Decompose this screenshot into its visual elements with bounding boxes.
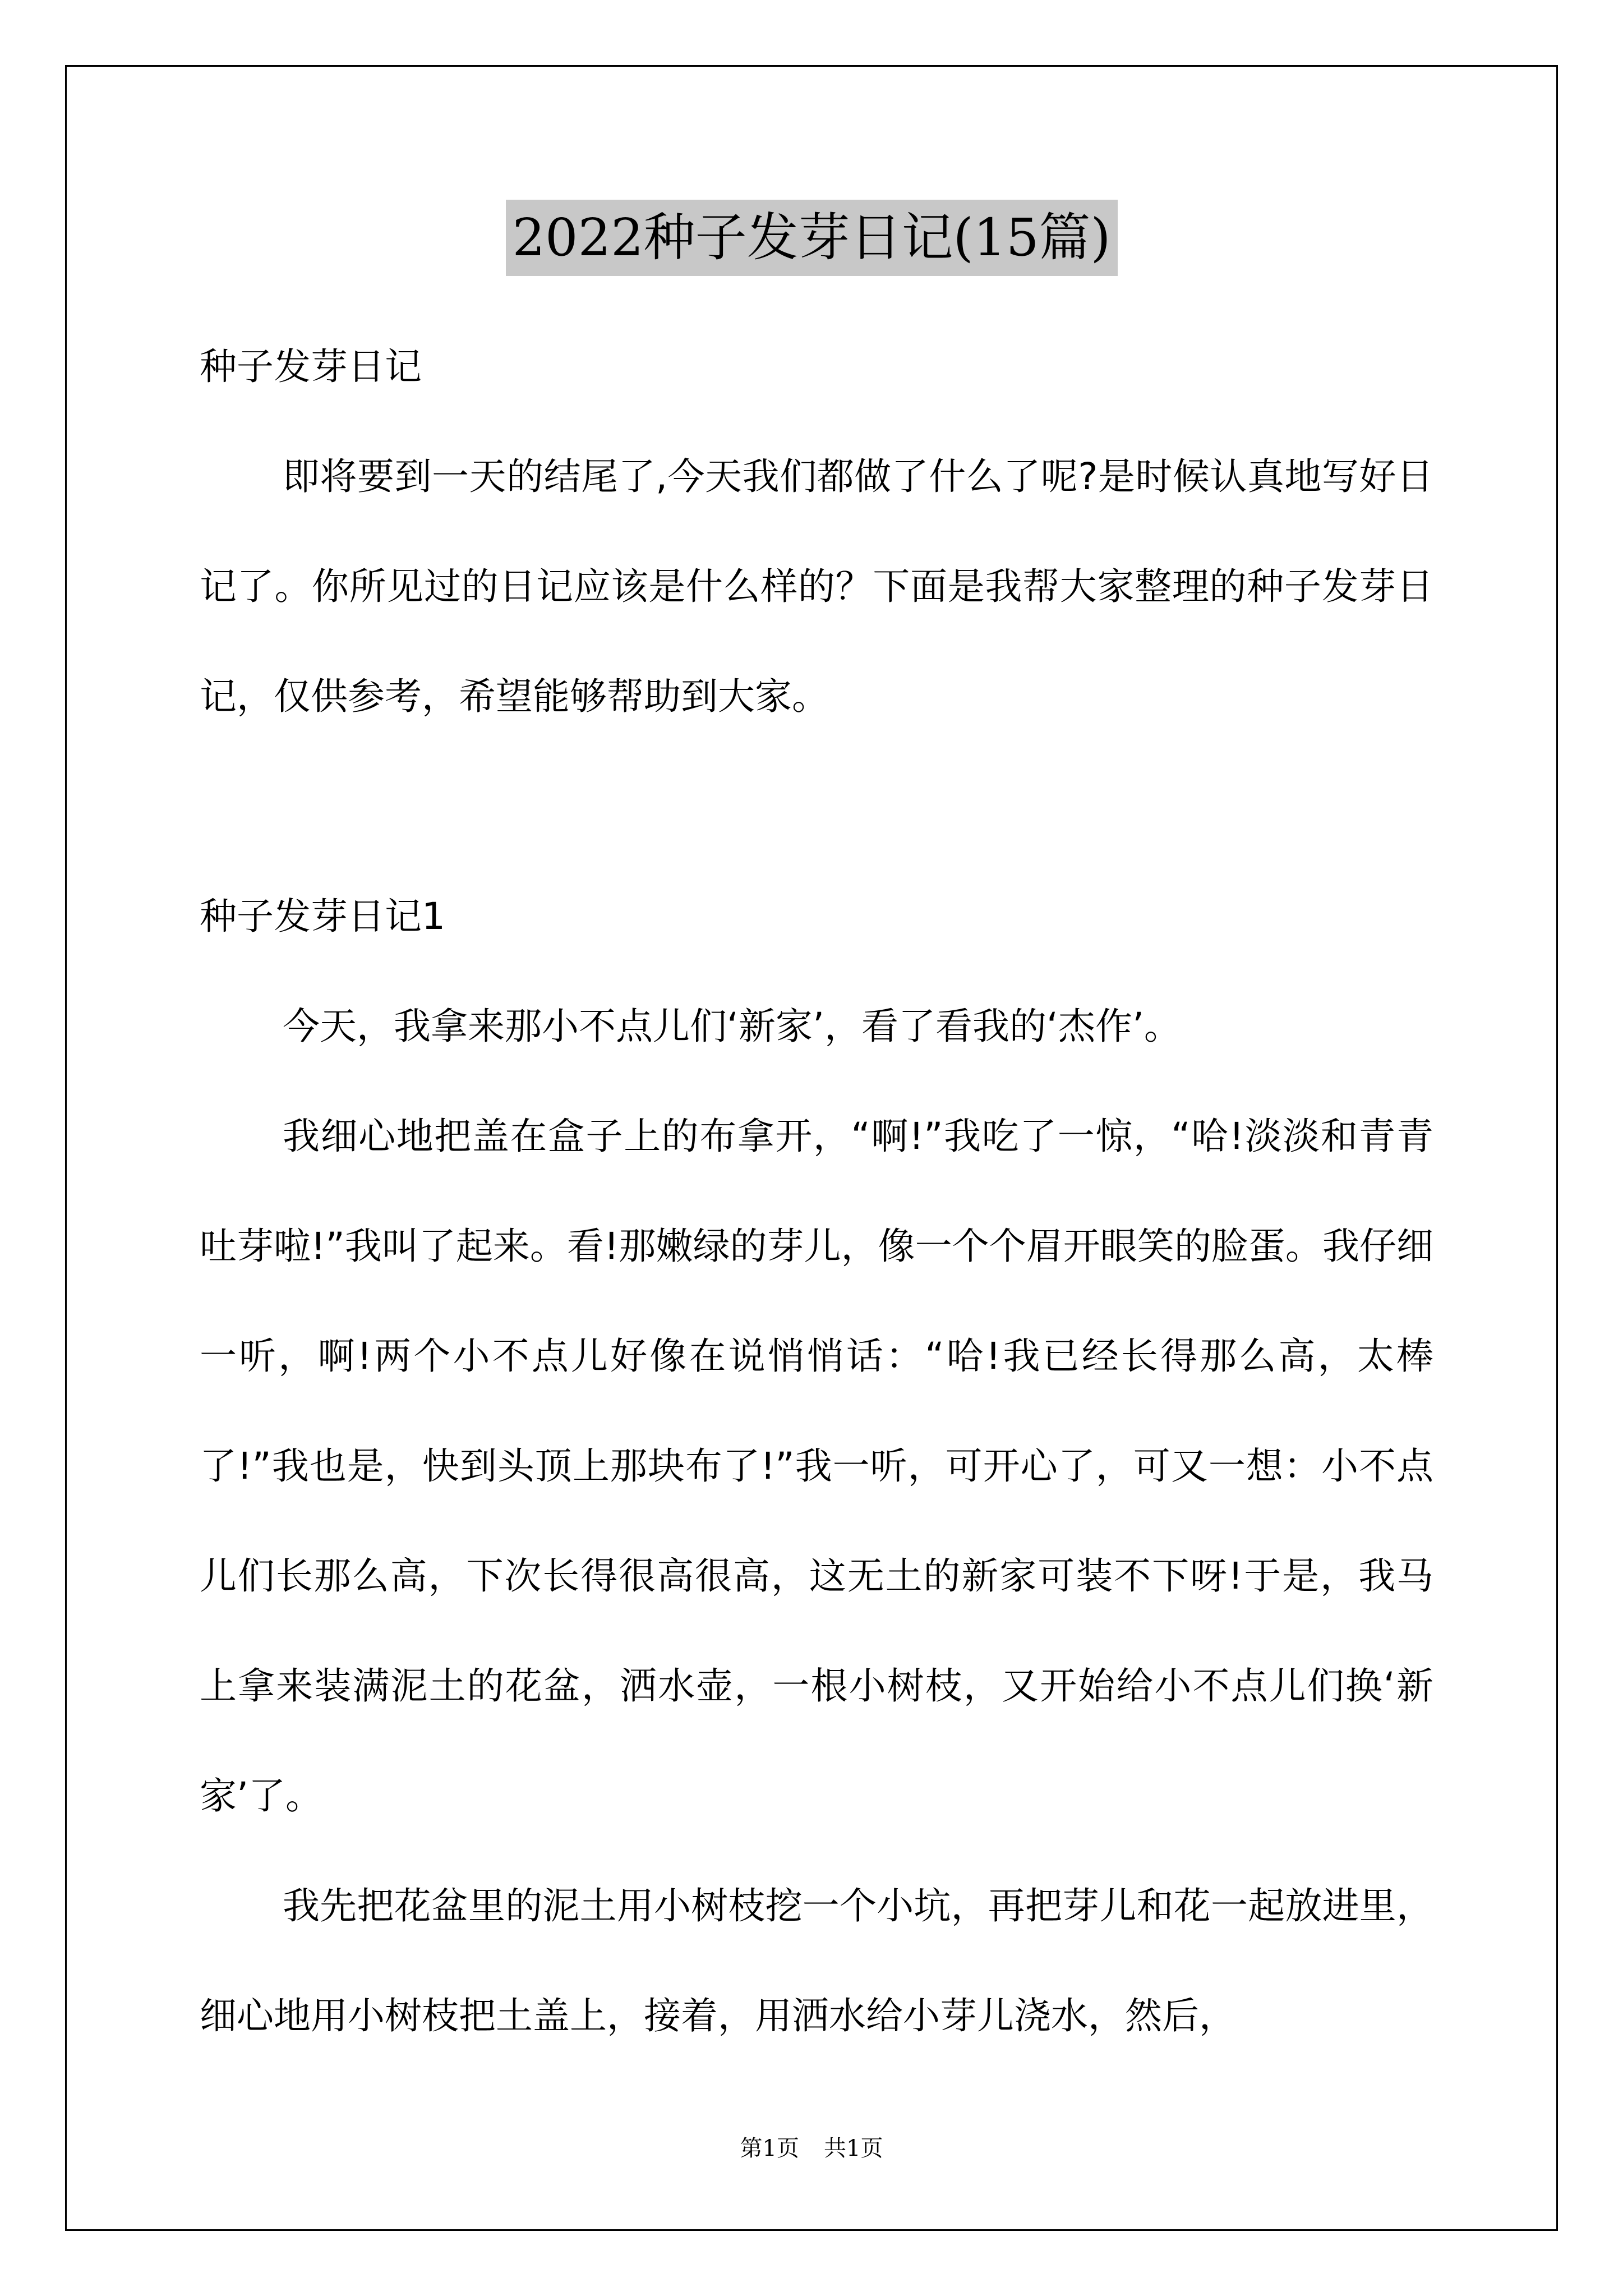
paragraph: 我先把花盆里的泥土用小树枝挖一个小坑，再把芽儿和花一起放进里，细心地用小树枝把土盖上，接着，用洒水给小芽儿浇水，然后，: [200, 1884, 1433, 2037]
page-total: 共1页: [824, 2136, 883, 2161]
title-container: [0, 200, 1623, 276]
paragraph: 即将要到一天的结尾了,今天我们都做了什么了呢?是时候认真地写好日记了。你所见过的日记应该是什么样的？下面是我帮大家整理的种子发芽日记，仅供参考，希望能够帮助到大家。: [200, 455, 1433, 718]
section-heading: 种子发芽日记: [200, 345, 422, 388]
paragraph: 我细心地把盖在盒子上的布拿开，“啊!”我吃了一惊，“哈!淡淡和青青吐芽啦!”我叫了起来。看!那嫩绿的芽儿，像一个个眉开眼笑的脸蛋。我仔细一听，啊!两个小不点儿好像在说悄悄话：“哈!我已经长得那么高，太棒了!”我也是，快到头顶上那块布了!”我一听，可开心了，可又一想：小不点儿们长那么高，下次长得很高很高，这无土的新家可装不下呀!于是，我马上拿来装满泥土的花盆，洒水壶，一根小树枝，又开始给小不点儿们换‘新家’了。: [200, 1115, 1433, 1818]
paragraph: 今天，我拿来那小不点儿们‘新家’，看了看我的‘杰作’。: [283, 1005, 1181, 1048]
page-number: 第1页: [740, 2136, 799, 2161]
page-footer: [0, 2132, 1623, 2165]
blank-line: [200, 752, 1433, 862]
section-heading: 种子发芽日记1: [200, 895, 445, 938]
document-title: 2022种子发芽日记(15篇): [506, 200, 1118, 276]
document-body: [200, 312, 1433, 2071]
